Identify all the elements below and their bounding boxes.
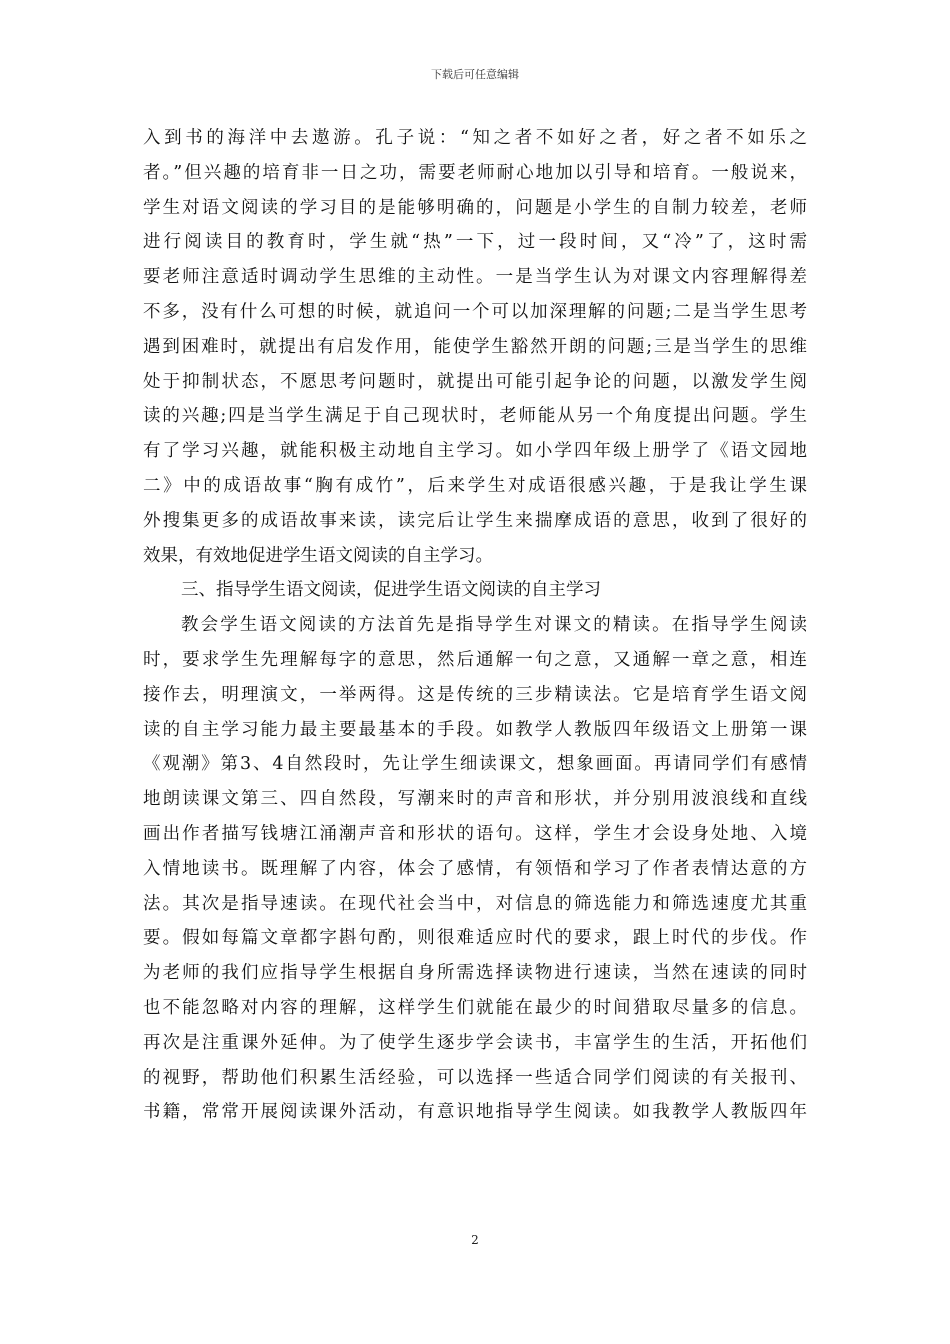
text-line: 者。”但兴趣的培育非一日之功，需要老师耐心地加以引导和培育。一般说来， (143, 162, 807, 183)
text-line: 接作去，明理演文，一举两得。这是传统的三步精读法。它是培育学生语文阅 (143, 684, 807, 705)
text-line: 入情地读书。既理解了内容，体会了感情，有领悟和学习了作者表情达意的方 (143, 858, 807, 879)
text-line: 《观潮》第3、4自然段时，先让学生细读课文，想象画面。再请同学们有感情 (143, 754, 807, 775)
text-line: 读的自主学习能力最主要最基本的手段。如教学人教版四年级语文上册第一课 (143, 719, 807, 740)
page-header: 下载后可任意编辑 (431, 68, 519, 81)
text-line: 地朗读课文第三、四自然段，写潮来时的声音和形状，并分别用波浪线和直线 (143, 789, 807, 810)
text-line: 不多，没有什么可想的时候，就追问一个可以加深理解的问题;二是当学生思考 (143, 301, 807, 322)
text-line: 学生对语文阅读的学习目的是能够明确的，问题是小学生的自制力较差，老师 (143, 197, 807, 218)
text-line: 遇到困难时，就提出有启发作用，能使学生豁然开朗的问题;三是当学生的思维 (143, 336, 807, 357)
text-line: 要老师注意适时调动学生思维的主动性。一是当学生认为对课文内容理解得差 (143, 267, 807, 288)
text-line: 教会学生语文阅读的方法首先是指导学生对课文的精读。在指导学生阅读 (181, 615, 807, 636)
text-line: 进行阅读目的教育时，学生就“热”一下，过一段时间，又“冷”了，这时需 (143, 232, 807, 253)
text-line: 画出作者描写钱塘江涌潮声音和形状的语句。这样，学生才会设身处地、入境 (143, 823, 807, 844)
text-line: 为老师的我们应指导学生根据自身所需选择读物进行速读，当然在速读的同时 (143, 963, 807, 984)
text-line: 要。假如每篇文章都字斟句酌，则很难适应时代的要求，跟上时代的步伐。作 (143, 928, 807, 949)
text-line: 法。其次是指导速读。在现代社会当中，对信息的筛选能力和筛选速度尤其重 (143, 893, 807, 914)
document-body (143, 121, 807, 1130)
section-heading: 三、指导学生语文阅读，促进学生语文阅读的自主学习 (181, 580, 601, 601)
text-line: 再次是注重课外延伸。为了使学生逐步学会读书，丰富学生的生活，开拓他们 (143, 1032, 807, 1053)
page-number: 2 (471, 1233, 479, 1247)
text-line: 书籍，常常开展阅读课外活动，有意识地指导学生阅读。如我教学人教版四年 (143, 1102, 807, 1123)
text-line: 时，要求学生先理解每字的意思，然后通解一句之意，又通解一章之意，相连 (143, 649, 807, 670)
text-line: 外搜集更多的成语故事来读，读完后让学生来揣摩成语的意思，收到了很好的 (143, 510, 807, 531)
text-line: 二》中的成语故事“胸有成竹”，后来学生对成语很感兴趣，于是我让学生课 (143, 475, 807, 496)
text-line: 有了学习兴趣，就能积极主动地自主学习。如小学四年级上册学了《语文园地 (143, 441, 807, 462)
text-line: 也不能忽略对内容的理解，这样学生们就能在最少的时间猎取尽量多的信息。 (143, 997, 807, 1018)
text-line: 入到书的海洋中去遨游。孔子说：“知之者不如好之者，好之者不如乐之 (143, 128, 807, 148)
text-line: 处于抑制状态，不愿思考问题时，就提出可能引起争论的问题，以激发学生阅 (143, 371, 807, 392)
text-line: 读的兴趣;四是当学生满足于自己现状时，老师能从另一个角度提出问题。学生 (143, 406, 807, 427)
text-line: 的视野，帮助他们积累生活经验，可以选择一些适合同学们阅读的有关报刊、 (143, 1067, 807, 1088)
text-line: 效果，有效地促进学生语文阅读的自主学习。 (143, 545, 493, 566)
